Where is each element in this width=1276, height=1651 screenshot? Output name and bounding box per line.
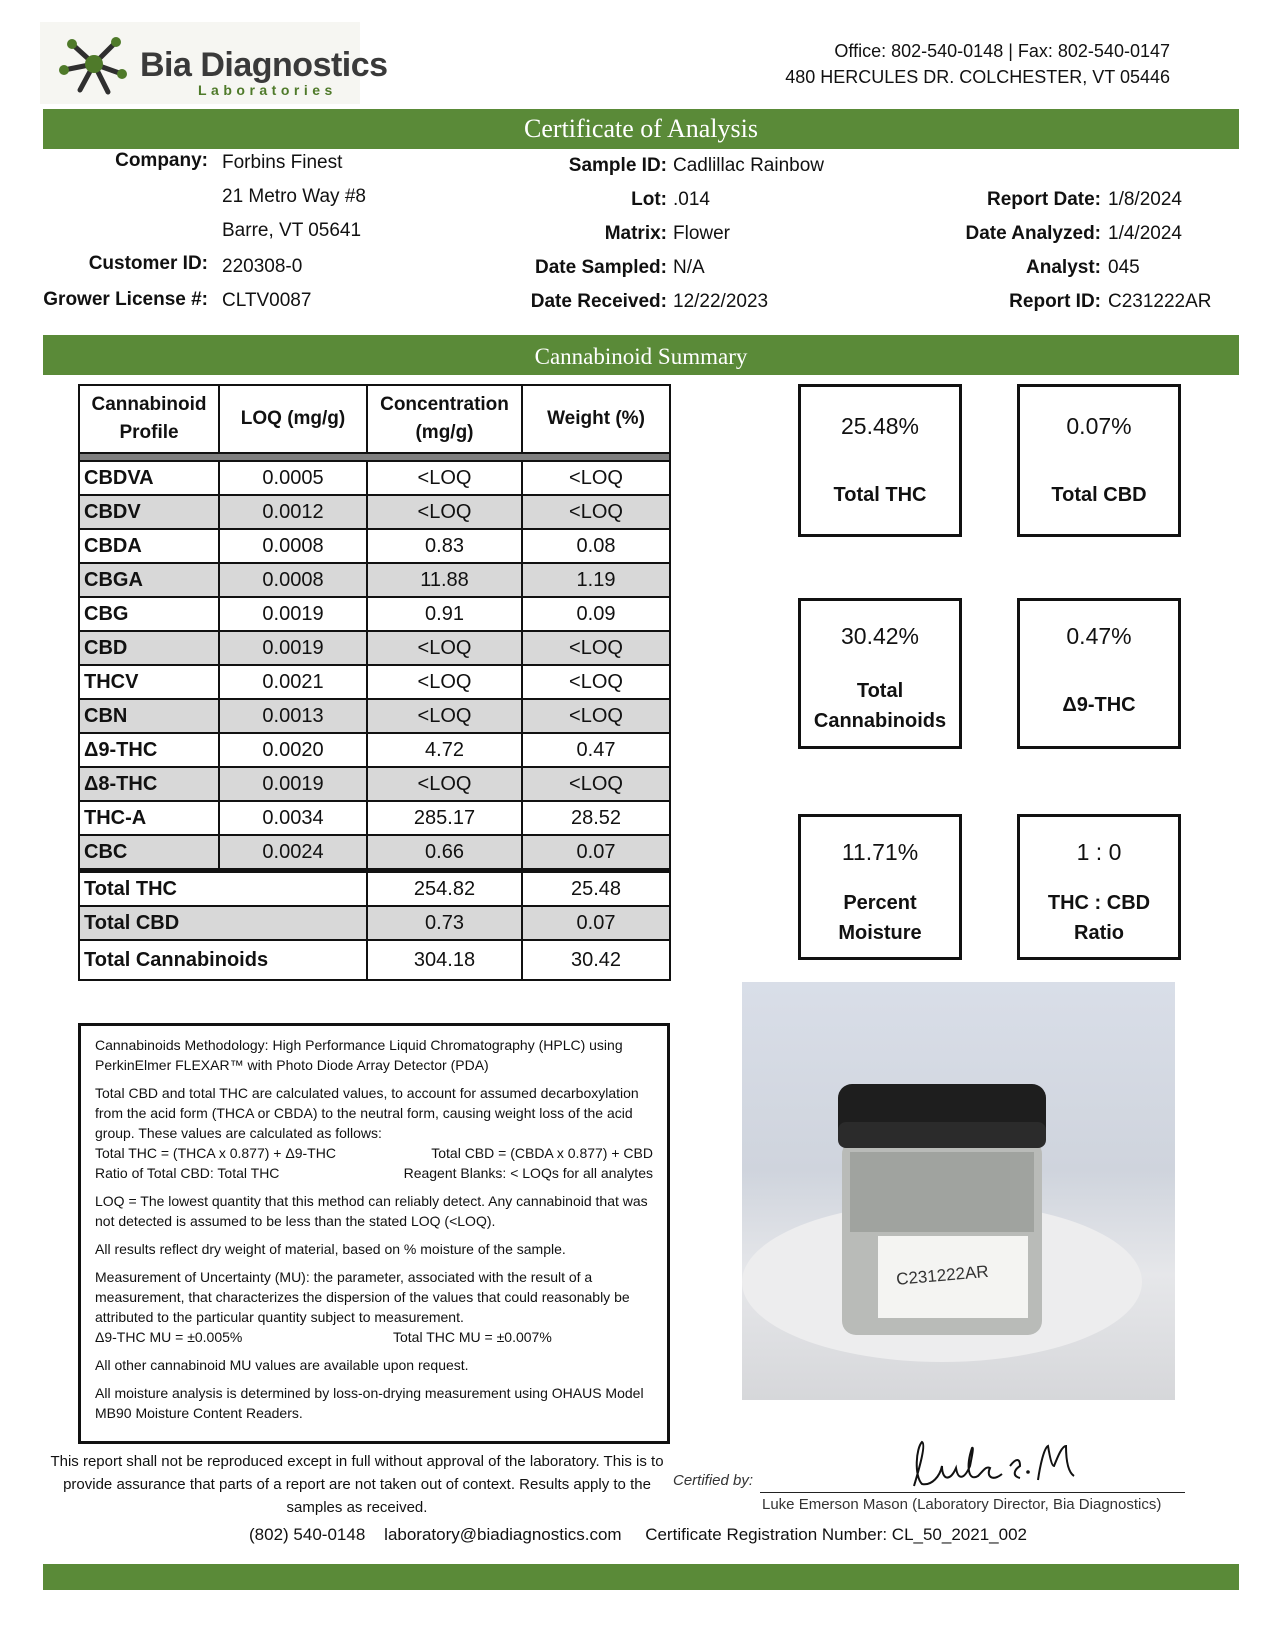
d9-thc-value: 0.47% (1066, 623, 1132, 649)
matrix-label: Matrix: (604, 223, 667, 244)
method-paragraph: LOQ = The lowest quantity that this method can reliably detect. Any cannabinoid that was not detected is assumed to be less than the stated LOQ (<LOQ). (95, 1193, 648, 1229)
cell-conc: <LOQ (367, 699, 522, 733)
method-paragraph: All results reflect dry weight of material, based on % moisture of the sample. (95, 1241, 566, 1257)
total-row (79, 871, 670, 907)
total-conc: 0.73 (367, 906, 522, 940)
mu-total-thc: Total THC MU = ±0.007% (393, 1329, 552, 1345)
d9-thc-box (1017, 598, 1181, 749)
cell-wt: 0.07 (522, 835, 670, 871)
cell-name: CBGA (79, 563, 219, 597)
mu-line (95, 1327, 653, 1347)
cell-wt: 28.52 (522, 801, 670, 835)
formula-cbd: Total CBD = (CBDA x 0.877) + CBD (431, 1145, 653, 1161)
footer-contact: (802) 540-0148 laboratory@biadiagnostics.com Certificate Registration Number: CL_50_2021_002 (249, 1525, 1027, 1544)
cell-name: THCV (79, 665, 219, 699)
table-row (79, 461, 670, 495)
cell-loq: 0.0012 (219, 495, 367, 529)
total-cannabinoids-value: 30.42% (840, 623, 919, 649)
signature (902, 1436, 1082, 1492)
cell-name: CBC (79, 835, 219, 871)
total-wt: 0.07 (522, 906, 670, 940)
cell-conc: 0.83 (367, 529, 522, 563)
methodology-box (78, 1023, 670, 1444)
cell-name: THC-A (79, 801, 219, 835)
cell-conc: <LOQ (367, 665, 522, 699)
cell-wt: <LOQ (522, 495, 670, 529)
lab-contact (785, 38, 1170, 90)
method-paragraph: All other cannabinoid MU values are available upon request. (95, 1357, 469, 1373)
cell-conc: <LOQ (367, 631, 522, 665)
table-row (79, 597, 670, 631)
cell-conc: <LOQ (367, 767, 522, 801)
cannabinoid-table (78, 384, 671, 981)
customer-id-label: Customer ID: (88, 253, 208, 274)
total-name: Total CBD (79, 906, 367, 940)
sample-id-label: Sample ID: (568, 155, 667, 176)
lab-subtitle: Laboratories (198, 82, 337, 98)
lab-name: Bia Diagnostics (140, 46, 388, 84)
grower-license-value: CLTV0087 (222, 290, 312, 311)
cell-conc: <LOQ (367, 495, 522, 529)
summary-title: Cannabinoid Summary (43, 335, 1239, 375)
ratio-label-1: THC : CBD (1047, 892, 1151, 914)
address-line-1: 21 Metro Way #8 (222, 186, 366, 207)
sample-id-value: Cadlillac Rainbow (673, 155, 825, 176)
total-thc-box (798, 384, 962, 537)
total-row (79, 940, 670, 980)
ratio-label-2: Ratio (1074, 922, 1124, 944)
moisture-box (798, 814, 962, 960)
date-received-label: Date Received: (530, 291, 667, 312)
ratio-note: Ratio of Total CBD: Total THC (95, 1165, 280, 1181)
cell-name: Δ8-THC (79, 767, 219, 801)
total-cbd-box (1017, 384, 1181, 537)
cell-wt: <LOQ (522, 699, 670, 733)
signature-line (760, 1492, 1185, 1493)
cell-conc: 0.91 (367, 597, 522, 631)
total-wt: 30.42 (522, 940, 670, 980)
cell-name: CBN (79, 699, 219, 733)
table-header-row (79, 385, 670, 453)
total-row (79, 906, 670, 940)
signature-image (902, 1436, 1082, 1492)
method-paragraph: Total CBD and total THC are calculated values, to account for assumed decarboxylation from the acid form (THCA or CBDA) to the neutral form, causing weight loss of the acid group. These values are calculated as follows: (95, 1085, 639, 1141)
cell-conc: <LOQ (367, 461, 522, 495)
certificate-title: Certificate of Analysis (43, 109, 1239, 149)
office-line: Office: 802-540-0148 | Fax: 802-540-0147 (834, 41, 1170, 61)
cell-loq: 0.0021 (219, 665, 367, 699)
table-row (79, 665, 670, 699)
date-sampled-label: Date Sampled: (535, 257, 667, 278)
molecule-icon (52, 30, 136, 98)
cell-wt: 1.19 (522, 563, 670, 597)
col-header-weight: Weight (%) (522, 385, 670, 453)
total-cannabinoids-label-2: Cannabinoids (813, 710, 947, 732)
customer-id-value: 220308-0 (222, 256, 303, 277)
cell-wt: 0.47 (522, 733, 670, 767)
moisture-label-1: Percent (843, 892, 917, 914)
total-cbd-label: Total CBD (1051, 484, 1147, 506)
address-line-2: Barre, VT 05641 (222, 220, 362, 241)
table-row (79, 699, 670, 733)
lab-logo (40, 22, 388, 104)
cell-loq: 0.0034 (219, 801, 367, 835)
cell-loq: 0.0019 (219, 631, 367, 665)
table-row (79, 767, 670, 801)
certified-by-label: Certified by: (673, 1472, 754, 1489)
lot-value: .014 (673, 189, 710, 210)
header-separator (79, 453, 670, 461)
reagent-note: Reagent Blanks: < LOQs for all analytes (403, 1165, 653, 1181)
cell-loq: 0.0019 (219, 597, 367, 631)
ratio-box (1017, 814, 1181, 960)
cell-wt: 0.08 (522, 529, 670, 563)
col-header-loq: LOQ (mg/g) (219, 385, 367, 453)
cell-loq: 0.0008 (219, 529, 367, 563)
total-wt: 25.48 (522, 871, 670, 907)
cell-loq: 0.0020 (219, 733, 367, 767)
cell-conc: 285.17 (367, 801, 522, 835)
cell-name: CBDA (79, 529, 219, 563)
table-row (79, 631, 670, 665)
table-row (79, 801, 670, 835)
method-paragraph: Cannabinoids Methodology: High Performance Liquid Chromatography (HPLC) using PerkinElmer FLEXAR™ with Photo Diode Array Detector (PDA) (95, 1037, 623, 1073)
analyst-value: 045 (1108, 257, 1140, 278)
col-header-profile: Cannabinoid Profile (79, 385, 219, 453)
cell-wt: <LOQ (522, 665, 670, 699)
cell-name: CBG (79, 597, 219, 631)
total-conc: 304.18 (367, 940, 522, 980)
report-id-label: Report ID: (1009, 291, 1101, 312)
company-value: Forbins Finest (222, 152, 343, 173)
disclaimer: This report shall not be reproduced except in full without approval of the laboratory. This is to provide assurance that parts of a report are not taken out of context. Results apply to the samples as received. (50, 1453, 664, 1516)
method-paragraph: All moisture analysis is determined by loss-on-drying measurement using OHAUS Model MB90 Moisture Content Readers. (95, 1385, 644, 1421)
cell-wt: <LOQ (522, 767, 670, 801)
formula-line (95, 1143, 653, 1163)
lot-label: Lot: (631, 189, 667, 210)
total-cbd-value: 0.07% (1066, 413, 1132, 439)
table-row (79, 495, 670, 529)
total-thc-value: 25.48% (840, 413, 919, 439)
cell-loq: 0.0024 (219, 835, 367, 871)
d9-thc-label: Δ9-THC (1062, 694, 1136, 716)
cell-conc: 4.72 (367, 733, 522, 767)
moisture-label-2: Moisture (838, 922, 922, 944)
cell-conc: 0.66 (367, 835, 522, 871)
matrix-value: Flower (673, 223, 731, 244)
formula-thc: Total THC = (THCA x 0.877) + Δ9-THC (95, 1145, 336, 1161)
report-date-label: Report Date: (986, 189, 1101, 210)
sample-photo (742, 982, 1175, 1400)
jar-label: C231222AR (895, 1261, 990, 1289)
formula-line (95, 1163, 653, 1183)
method-paragraph: Measurement of Uncertainty (MU): the parameter, associated with the result of a measurement, that characterizes the dispersion of the values that could reasonably be attributed to the particular quantity subject to measurement. (95, 1269, 630, 1325)
mu-d9: Δ9-THC MU = ±0.005% (95, 1329, 243, 1345)
footer-band (43, 1564, 1239, 1590)
table-row (79, 529, 670, 563)
table-row (79, 563, 670, 597)
cell-loq: 0.0013 (219, 699, 367, 733)
cell-wt: <LOQ (522, 461, 670, 495)
table-row (79, 835, 670, 871)
report-id-value: C231222AR (1108, 291, 1212, 312)
report-date-value: 1/8/2024 (1108, 189, 1182, 210)
date-analyzed-value: 1/4/2024 (1108, 223, 1182, 244)
jar-illustration (742, 982, 1175, 1400)
total-conc: 254.82 (367, 871, 522, 907)
total-cannabinoids-label-1: Total (856, 680, 904, 702)
cell-loq: 0.0019 (219, 767, 367, 801)
cell-loq: 0.0008 (219, 563, 367, 597)
cell-name: CBDVA (79, 461, 219, 495)
total-name: Total Cannabinoids (79, 940, 367, 980)
company-label: Company: (115, 150, 208, 171)
date-analyzed-label: Date Analyzed: (965, 223, 1101, 244)
date-sampled-value: N/A (673, 257, 705, 278)
lab-address: 480 HERCULES DR. COLCHESTER, VT 05446 (785, 67, 1170, 87)
grower-license-label: Grower License #: (43, 289, 208, 310)
ratio-value: 1 : 0 (1076, 839, 1122, 865)
moisture-value: 11.71% (841, 839, 919, 865)
cell-conc: 11.88 (367, 563, 522, 597)
total-thc-label: Total THC (833, 484, 927, 506)
col-header-concentration: Concentration (mg/g) (367, 385, 522, 453)
cell-name: CBDV (79, 495, 219, 529)
cell-name: CBD (79, 631, 219, 665)
date-received-value: 12/22/2023 (673, 291, 769, 312)
table-row (79, 733, 670, 767)
total-cannabinoids-box (798, 598, 962, 749)
cell-wt: <LOQ (522, 631, 670, 665)
cell-name: Δ9-THC (79, 733, 219, 767)
cell-loq: 0.0005 (219, 461, 367, 495)
cell-wt: 0.09 (522, 597, 670, 631)
total-name: Total THC (79, 871, 367, 907)
signer-name: Luke Emerson Mason (Laboratory Director, Bia Diagnostics) (762, 1496, 1162, 1513)
analyst-label: Analyst: (1026, 257, 1101, 278)
